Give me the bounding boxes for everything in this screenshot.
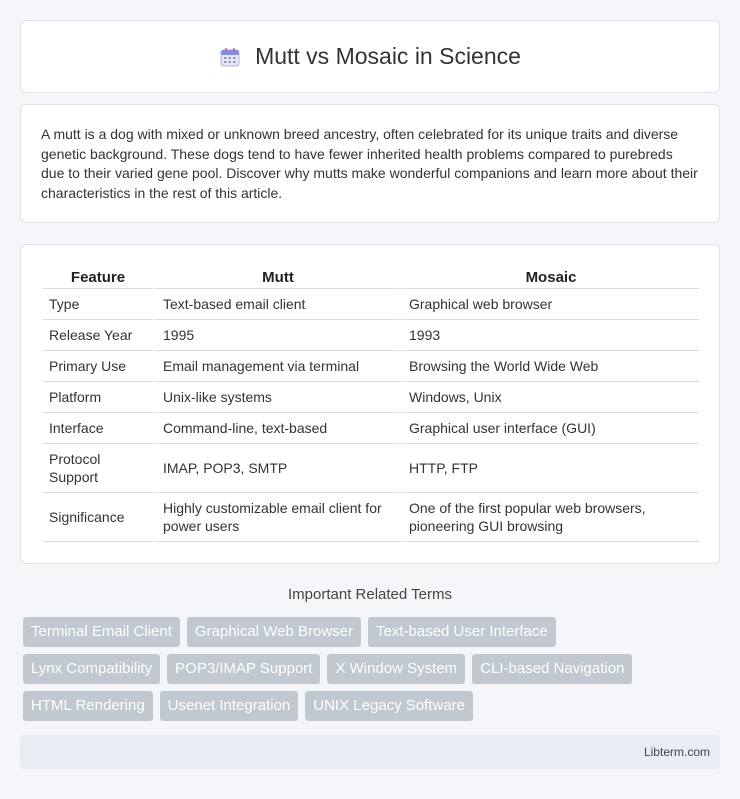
table-cell: 1995	[153, 320, 399, 351]
table-cell: Type	[43, 289, 153, 320]
table-header-row	[43, 265, 699, 289]
title-card	[20, 20, 720, 93]
table-cell: Graphical web browser	[399, 289, 699, 320]
table-cell: Platform	[43, 382, 153, 413]
tag-cli-based-navigation[interactable]: CLI-based Navigation	[472, 654, 632, 684]
tag-x-window-system[interactable]: X Window System	[327, 654, 465, 684]
table-cell: Primary Use	[43, 351, 153, 382]
table-row	[43, 444, 699, 493]
table-cell: Email management via terminal	[153, 351, 399, 382]
comparison-table	[43, 265, 699, 542]
header-feature: Feature	[43, 265, 153, 289]
comparison-card	[20, 244, 720, 564]
tag-row	[23, 617, 723, 647]
footer-link[interactable]: Libterm.com	[643, 745, 710, 759]
table-row	[43, 320, 699, 351]
table-cell: Significance	[43, 493, 153, 542]
tag-text-based-user-interface[interactable]: Text-based User Interface	[368, 617, 556, 647]
tag-graphical-web-browser[interactable]: Graphical Web Browser	[187, 617, 361, 647]
header-mutt: Mutt	[153, 265, 399, 289]
tag-terminal-email-client[interactable]: Terminal Email Client	[23, 617, 180, 647]
table-cell: 1993	[399, 320, 699, 351]
table-cell: One of the first popular web browsers, pioneering GUI browsing	[399, 493, 699, 542]
table-cell: Release Year	[43, 320, 153, 351]
table-cell: Graphical user interface (GUI)	[399, 413, 699, 444]
related-terms-list	[23, 617, 723, 728]
table-cell: Browsing the World Wide Web	[399, 351, 699, 382]
tag-usenet-integration[interactable]: Usenet Integration	[160, 691, 299, 721]
tag-unix-legacy-software[interactable]: UNIX Legacy Software	[305, 691, 473, 721]
table-row	[43, 289, 699, 320]
page-title: Mutt vs Mosaic in Science	[255, 43, 521, 69]
tag-html-rendering[interactable]: HTML Rendering	[23, 691, 153, 721]
footer	[20, 735, 720, 769]
intro-text: A mutt is a dog with mixed or unknown breed ancestry, often celebrated for its unique traits and diverse genetic background. These dogs tend to have fewer inherited health problems compared to purebreds due to their varied gene pool. Discover why mutts make wonderful companions and learn more about their characteristics in the rest of this article.	[41, 126, 698, 201]
calendar-icon	[219, 46, 241, 68]
table-row	[43, 493, 699, 542]
related-terms-heading: Important Related Terms	[288, 586, 452, 603]
table-row	[43, 382, 699, 413]
table-cell: IMAP, POP3, SMTP	[153, 444, 399, 493]
table-row	[43, 413, 699, 444]
table-cell: Windows, Unix	[399, 382, 699, 413]
header-mosaic: Mosaic	[399, 265, 699, 289]
tag-row	[23, 691, 723, 721]
table-cell: HTTP, FTP	[399, 444, 699, 493]
table-cell: Text-based email client	[153, 289, 399, 320]
table-cell: Protocol Support	[43, 444, 153, 493]
table-cell: Highly customizable email client for power users	[153, 493, 399, 542]
tag-lynx-compatibility[interactable]: Lynx Compatibility	[23, 654, 160, 684]
intro-card	[20, 104, 720, 223]
table-cell: Command-line, text-based	[153, 413, 399, 444]
tag-pop3-imap-support[interactable]: POP3/IMAP Support	[167, 654, 320, 684]
table-cell: Interface	[43, 413, 153, 444]
tag-row	[23, 654, 723, 684]
table-row	[43, 351, 699, 382]
table-cell: Unix-like systems	[153, 382, 399, 413]
